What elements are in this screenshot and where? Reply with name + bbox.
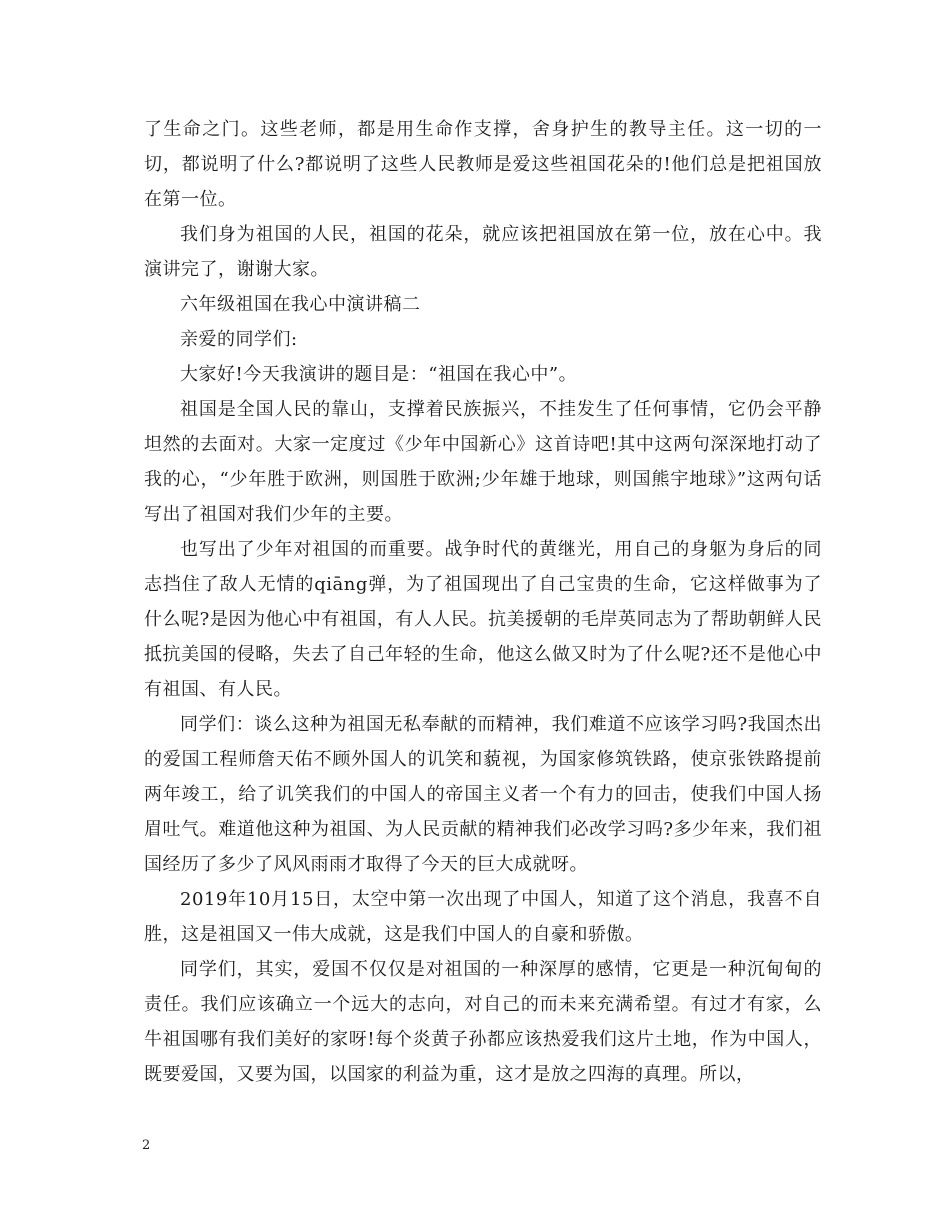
paragraph-7: 也写出了少年对祖国的而重要。战争时代的黄继光，用自己的身躯为身后的同志挡住了敌人无情的qiāng弹，为了祖国现出了自己宝贵的生命，它这样做事为了什么呢?是因为他心中有祖国，有人人民。抗美援朝的毛岸英同志为了帮助朝鲜人民抵抗美国的侵略，失去了自己年轻的生命，他这么做又时为了什么呢?还不是他心中有祖国、有人民。 <box>144 539 822 700</box>
paragraph-8: 同学们：谈么这种为祖国无私奉献的而精神，我们难道不应该学习吗?我国杰出的爱国工程师詹天佑不顾外国人的讥笑和藐视，为国家修筑铁路，使京张铁路提前两年竣工，给了讥笑我们的中国人的帝国主义者一个有力的回击，使我们中国人扬眉吐气。难道他这种为祖国、为人民贡献的精神我们必改学习吗?多少年来，我们祖国经历了多少了风风雨雨才取得了今天的巨大成就呀。 <box>144 714 822 875</box>
paragraph-5: 大家好!今天我演讲的题目是：“祖国在我心中”。 <box>180 364 578 385</box>
paragraph-2: 我们身为祖国的人民，祖国的花朵，就应该把祖国放在第一位，放在心中。我演讲完了，谢谢大家。 <box>144 224 822 280</box>
section-title: 六年级祖国在我心中演讲稿二 <box>180 294 421 315</box>
document-body <box>144 112 822 1092</box>
salutation: 亲爱的同学们: <box>180 329 298 350</box>
paragraph-6: 祖国是全国人民的靠山，支撑着民族振兴，不挂发生了任何事情，它仍会平静坦然的去面对。大家一定度过《少年中国新心》这首诗吧!其中这两句深深地打动了我的心，“少年胜于欧洲，则国胜于欧洲;少年雄于地球，则国熊宇地球》”这两句话写出了祖国对我们少年的主要。 <box>144 399 822 525</box>
paragraph-9: 2019年10月15日，太空中第一次出现了中国人，知道了这个消息，我喜不自胜，这是祖国又一伟大成就，这是我们中国人的自豪和骄傲。 <box>144 889 822 945</box>
paragraph-10: 同学们，其实，爱国不仅仅是对祖国的一种深厚的感情，它更是一种沉甸甸的责任。我们应该确立一个远大的志向，对自己的而未来充满希望。有过才有家，么牛祖国哪有我们美好的家呀!每个炎黄子孙都应该热爱我们这片土地，作为中国人，既要爱国，又要为国，以国家的利益为重，这才是放之四海的真理。所以， <box>144 959 822 1085</box>
paragraph-1: 了生命之门。这些老师，都是用生命作支撑，舍身护生的教导主任。这一切的一切，都说明了什么?都说明了这些人民教师是爱这些祖国花朵的!他们总是把祖国放在第一位。 <box>144 119 822 210</box>
page-number: 2 <box>142 1138 151 1153</box>
